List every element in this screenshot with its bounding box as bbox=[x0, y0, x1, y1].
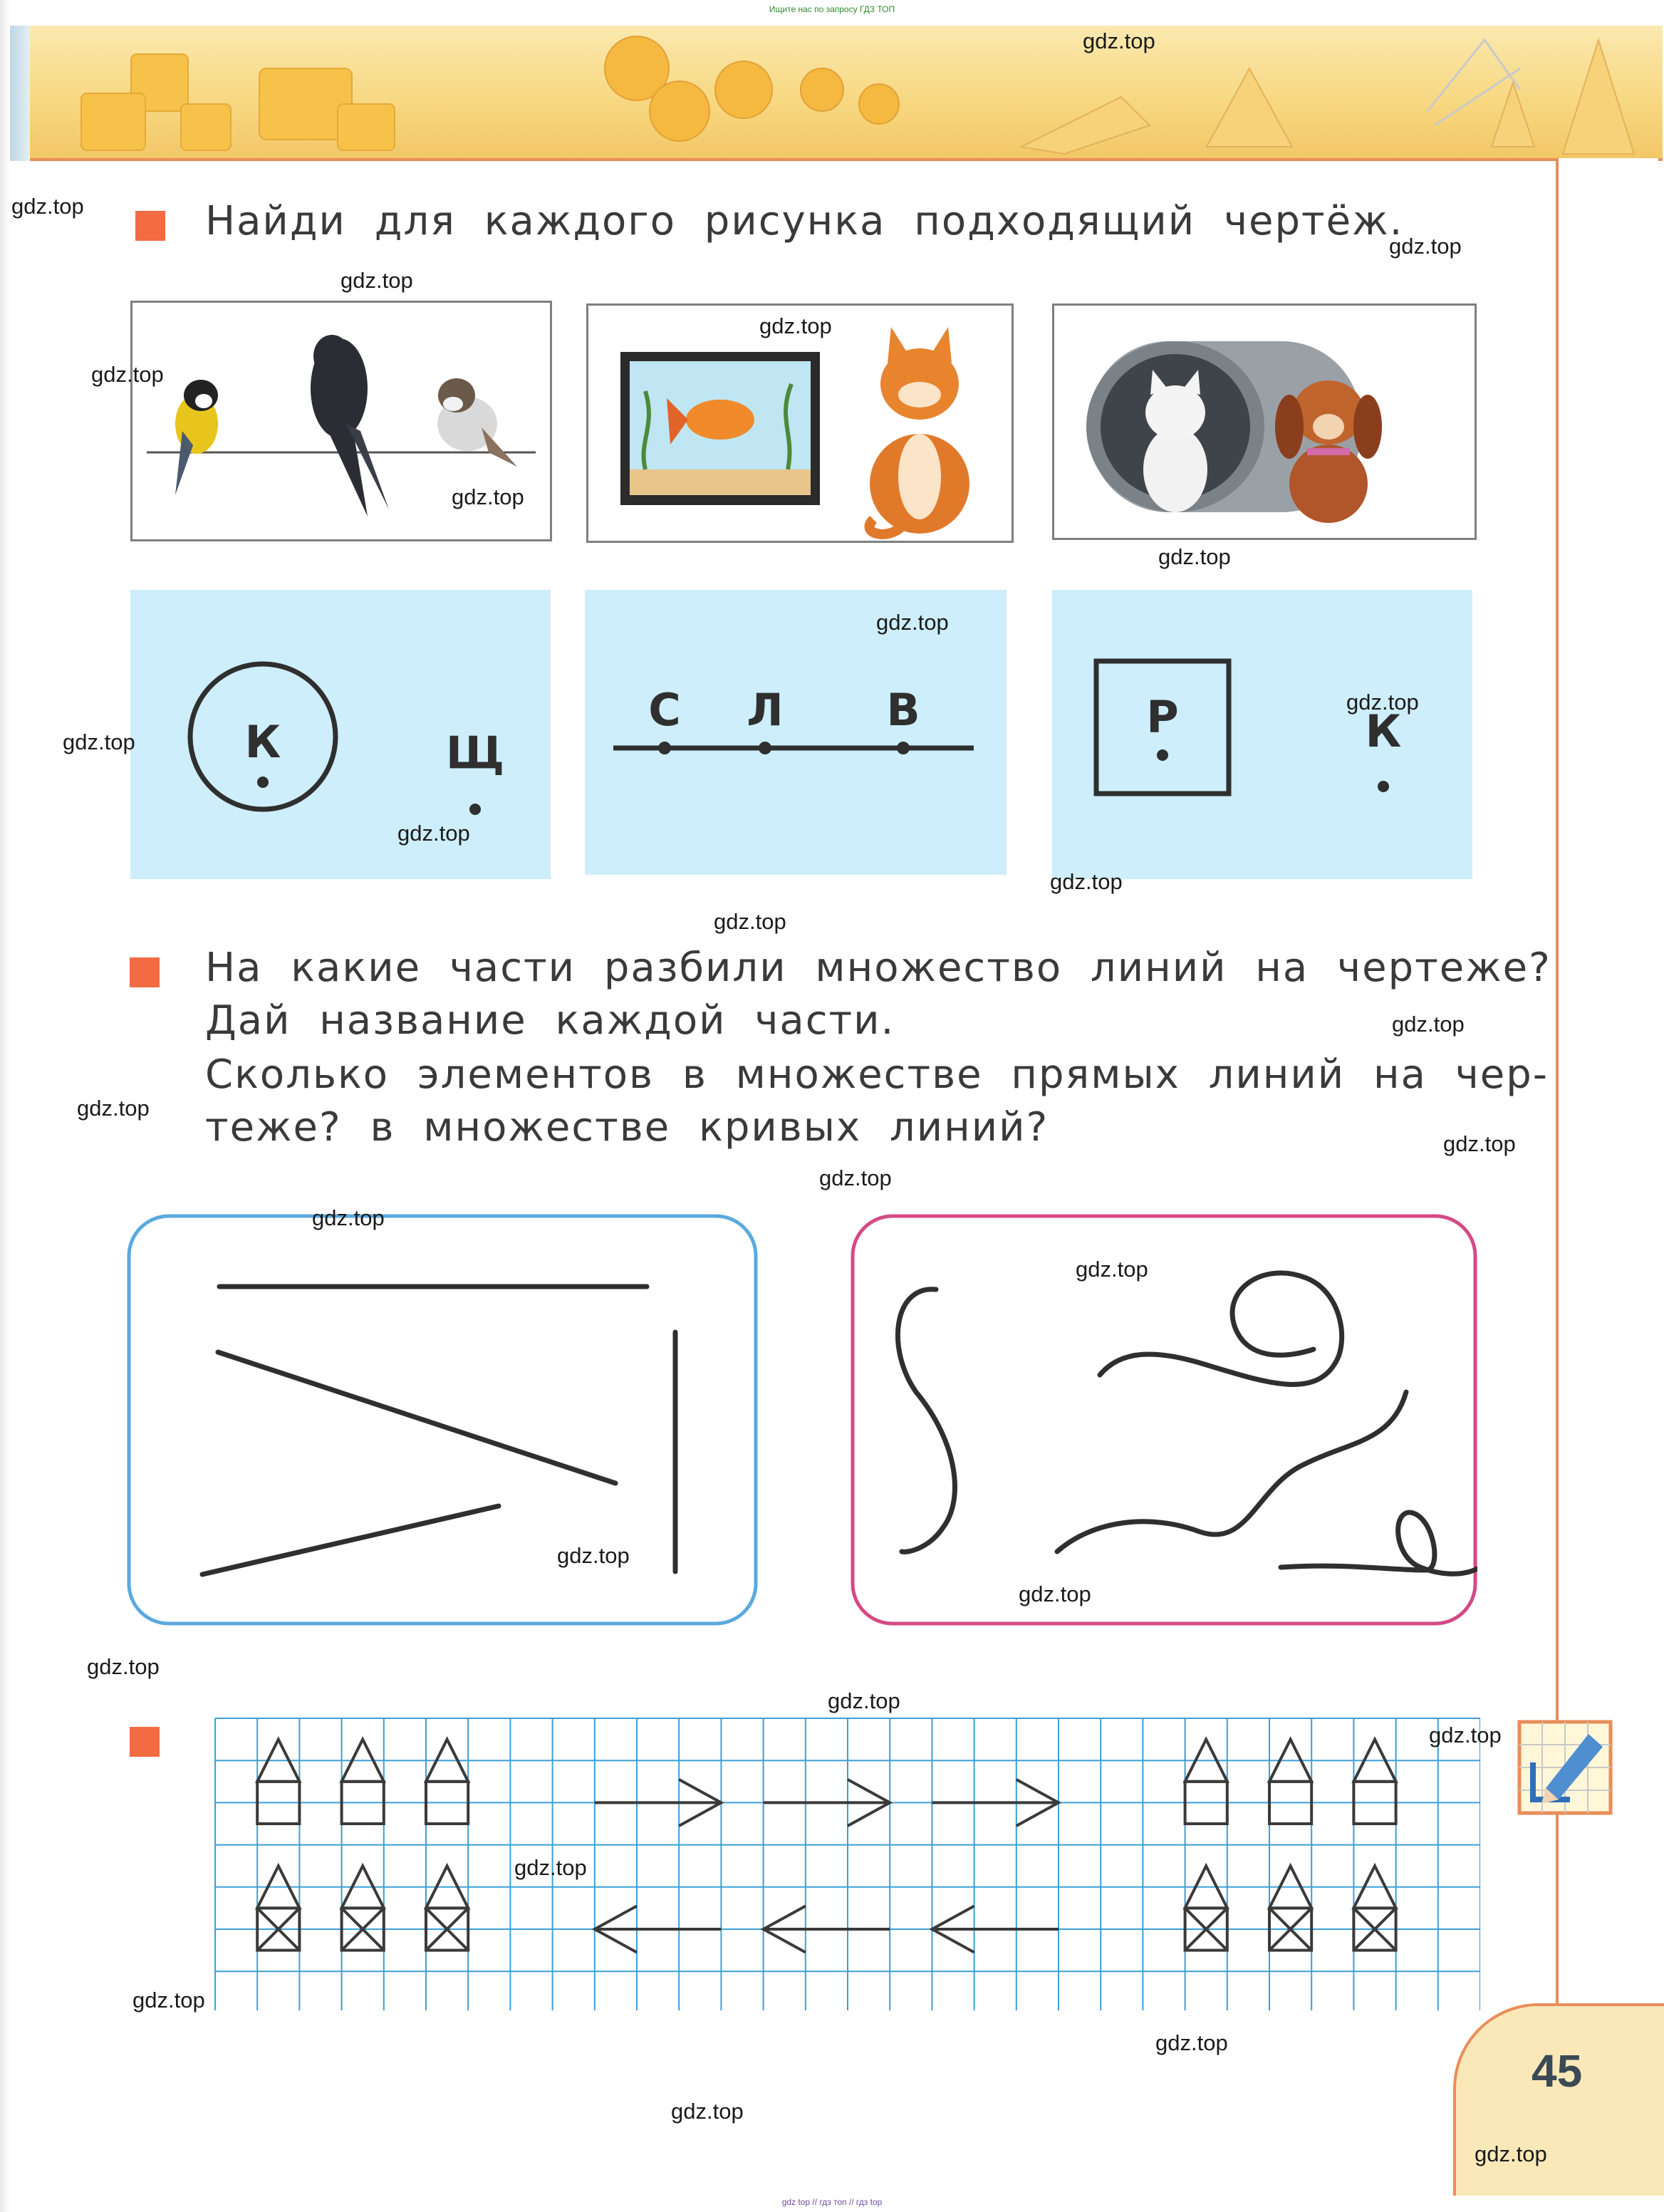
watermark: gdz.top bbox=[63, 729, 135, 754]
diagram-square bbox=[1052, 590, 1472, 879]
diagram-square-drawing bbox=[1052, 590, 1472, 879]
straight-lines-set bbox=[127, 1214, 758, 1626]
watermark: gdz.top bbox=[397, 821, 470, 846]
kitten-icon bbox=[1143, 370, 1207, 512]
watermark: gdz.top bbox=[1392, 1012, 1465, 1037]
watermark: gdz.top bbox=[514, 1855, 587, 1880]
watermark: gdz.top bbox=[828, 1688, 900, 1713]
task2-line-2: Дай название каждой части. bbox=[205, 997, 895, 1044]
outside-label: Щ bbox=[445, 727, 505, 779]
circle-label: К bbox=[244, 716, 281, 768]
watermark: gdz.top bbox=[1346, 690, 1419, 715]
pattern-grid bbox=[214, 1717, 1480, 2010]
kitten-puppy-illustration bbox=[1054, 306, 1475, 538]
watermark: gdz.top bbox=[91, 362, 164, 387]
square-outside-label: К bbox=[1365, 705, 1402, 757]
watermark: gdz.top bbox=[876, 610, 949, 635]
task2-line-1: На какие части разбили множество линий на чертеже? bbox=[205, 945, 1551, 991]
watermark: gdz.top bbox=[132, 1988, 205, 2013]
straight-lines-drawing bbox=[127, 1214, 758, 1626]
watermark: gdz.top bbox=[714, 909, 786, 934]
pencil-icon bbox=[1517, 1720, 1613, 1815]
watermark: gdz.top bbox=[77, 1096, 150, 1121]
cat-icon bbox=[870, 327, 969, 534]
footer-note: gdz top // гдз топ // гдз top bbox=[781, 2197, 883, 2207]
watermark: gdz.top bbox=[340, 268, 413, 293]
banner-edge bbox=[10, 26, 30, 161]
line-label-2: Л bbox=[747, 684, 784, 736]
task2-line-4: теже? в множестве кривых линий? bbox=[205, 1104, 1049, 1151]
header-banner bbox=[10, 26, 1663, 161]
watermark: gdz.top bbox=[557, 1543, 630, 1568]
goldfish-icon bbox=[686, 400, 754, 440]
curved-lines-drawing bbox=[851, 1214, 1477, 1626]
diagram-circle-drawing bbox=[130, 590, 551, 879]
watermark: gdz.top bbox=[452, 484, 524, 509]
picture-kitten-puppy bbox=[1052, 303, 1477, 540]
watermark: gdz.top bbox=[1083, 28, 1155, 53]
tit-bird-icon bbox=[175, 380, 218, 495]
task3-bullet-icon bbox=[130, 1727, 160, 1757]
diagram-circle bbox=[130, 590, 551, 879]
square-label: Р bbox=[1146, 691, 1179, 743]
line-label-3: В bbox=[886, 684, 920, 736]
aquarium-cat-illustration bbox=[588, 306, 1012, 541]
watermark: gdz.top bbox=[1019, 1582, 1091, 1606]
watermark: gdz.top bbox=[1076, 1257, 1148, 1282]
graph-paper-pattern bbox=[214, 1717, 1480, 2010]
header-note: Ищите нас по запросу ГДЗ ТОП bbox=[769, 4, 895, 14]
page-gutter-shadow bbox=[0, 0, 10, 2212]
watermark: gdz.top bbox=[819, 1165, 892, 1190]
task2-bullet-icon bbox=[130, 957, 160, 987]
watermark: gdz.top bbox=[87, 1654, 160, 1679]
task1-text: Найди для каждого рисунка подходящий чертёж. bbox=[205, 198, 1404, 244]
watermark: gdz.top bbox=[1443, 1131, 1516, 1156]
watermark: gdz.top bbox=[1475, 2141, 1547, 2166]
swallow-bird-icon bbox=[311, 335, 389, 516]
page-number: 45 bbox=[1532, 2045, 1583, 2097]
banner-illustration bbox=[10, 26, 1663, 158]
watermark: gdz.top bbox=[671, 2099, 744, 2124]
watermark: gdz.top bbox=[312, 1205, 385, 1230]
picture-aquarium-cat bbox=[586, 303, 1014, 543]
watermark: gdz.top bbox=[1155, 2030, 1228, 2055]
watermark: gdz.top bbox=[1050, 869, 1123, 894]
task2-line-3: Сколько элементов в множестве прямых линий на чер- bbox=[205, 1052, 1549, 1098]
watermark: gdz.top bbox=[1158, 544, 1231, 569]
watermark: gdz.top bbox=[759, 313, 832, 338]
watermark: gdz.top bbox=[11, 194, 84, 219]
watermark: gdz.top bbox=[1429, 1723, 1502, 1748]
line-label-1: С bbox=[648, 684, 681, 736]
watermark: gdz.top bbox=[1389, 234, 1462, 259]
curved-lines-set bbox=[851, 1214, 1477, 1626]
task1-bullet-icon bbox=[135, 211, 165, 241]
